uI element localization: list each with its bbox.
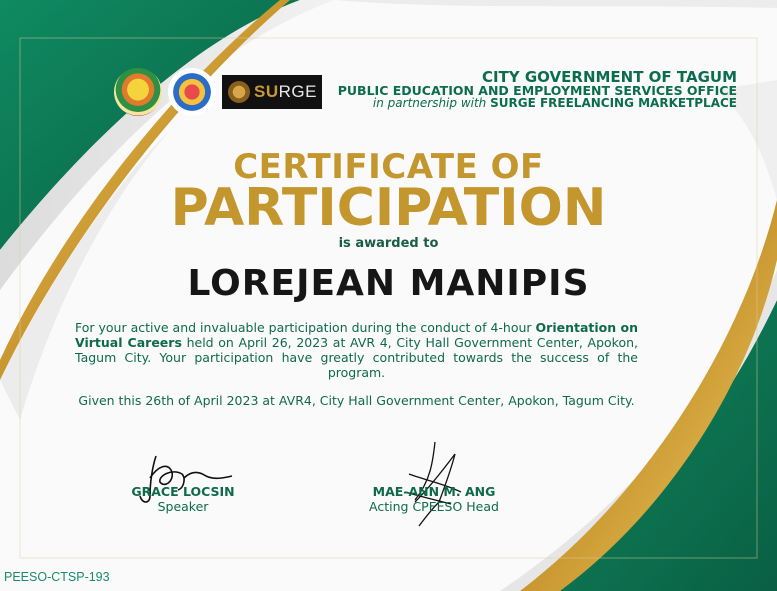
signatory-1-role: Speaker (157, 499, 209, 514)
signatory-1-name: GRACE LOCSIN (131, 484, 235, 499)
statement-part-2: held on April 26, 2023 at AVR 4, City Hall Government Center, Apokon, Tagum City. Your participation have greatly contributed towards the success of the program. (75, 335, 638, 380)
partnership-prefix: in partnership with (372, 96, 487, 110)
event-name: Orientation on Virtual Careers (75, 320, 638, 350)
participation-statement (75, 320, 638, 380)
issuer-line-1: CITY GOVERNMENT OF TAGUM (481, 68, 737, 86)
logo-row (114, 66, 322, 118)
surge-logo-bold: SU (254, 82, 279, 101)
surge-logo-light: RGE (278, 82, 317, 101)
partner-name: SURGE FREELANCING MARKETPLACE (490, 96, 737, 110)
issuer-header (338, 70, 737, 110)
city-seal-icon (114, 68, 162, 116)
signatory-2-role: Acting CPEESO Head (369, 499, 499, 514)
certificate-code: PEESO-CTSP-193 (4, 570, 110, 584)
awarded-to-label: is awarded to (338, 236, 439, 251)
title-line-2: PARTICIPATION (170, 178, 607, 238)
given-statement: Given this 26th of April 2023 at AVR4, City Hall Government Center, Apokon, Tagum City. (78, 393, 635, 408)
signatory-1 (108, 485, 258, 514)
signatory-2 (350, 485, 518, 514)
statement-part-1: For your active and invaluable participation during the conduct of 4-hour (75, 320, 532, 335)
surge-logo (222, 75, 322, 109)
issuer-line-2: PUBLIC EDUCATION AND EMPLOYMENT SERVICES OFFICE (337, 83, 737, 98)
recipient-name: LOREJEAN MANIPIS (187, 263, 590, 304)
title-line-1: CERTIFICATE OF (233, 147, 544, 187)
signatory-2-name: MAE-ANN M. ANG (372, 484, 496, 499)
issuer-line-3 (338, 97, 737, 110)
peeso-seal-icon (168, 68, 216, 116)
surge-lion-icon (228, 81, 250, 103)
